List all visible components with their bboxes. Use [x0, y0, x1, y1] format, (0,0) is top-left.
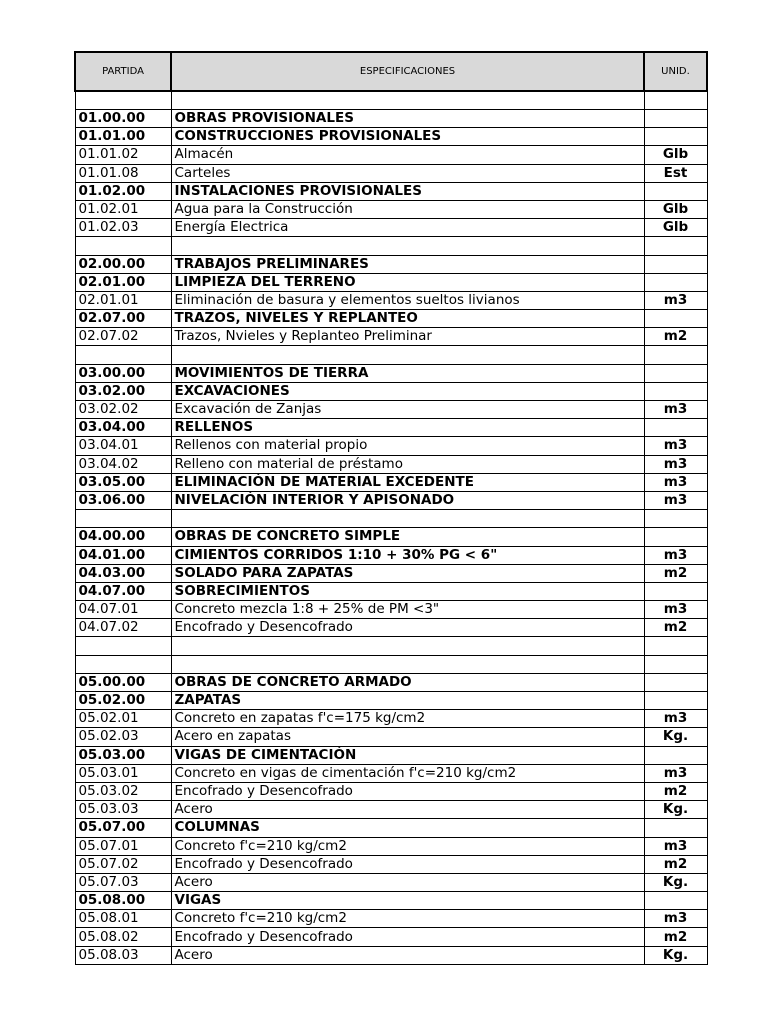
unidad-cell: Glb [644, 146, 707, 164]
table-row [75, 310, 707, 328]
partida-cell: 04.07.00 [75, 582, 171, 600]
partida-cell: 05.08.00 [75, 892, 171, 910]
especificacion-cell: Concreto en zapatas f'c=175 kg/cm2 [171, 710, 644, 728]
especificacion-cell: SOLADO PARA ZAPATAS [171, 564, 644, 582]
partida-cell: 05.07.01 [75, 837, 171, 855]
unidad-cell: Kg. [644, 873, 707, 891]
partida-cell [75, 91, 171, 110]
unidad-cell [644, 91, 707, 110]
partida-cell: 05.07.00 [75, 819, 171, 837]
especificacion-cell [171, 637, 644, 655]
especificacion-cell: TRAZOS, NIVELES Y REPLANTEO [171, 310, 644, 328]
table-row [75, 473, 707, 491]
unidad-cell [644, 655, 707, 673]
especificacion-cell: Energía Electrica [171, 219, 644, 237]
table-row [75, 819, 707, 837]
table-row [75, 655, 707, 673]
unidad-cell [644, 346, 707, 364]
especificacion-cell: Acero [171, 946, 644, 964]
especificacion-cell: OBRAS PROVISIONALES [171, 110, 644, 128]
table-row [75, 510, 707, 528]
especificacion-cell: Trazos, Nvieles y Replanteo Preliminar [171, 328, 644, 346]
header-row [75, 52, 707, 91]
partida-cell: 03.04.02 [75, 455, 171, 473]
table-row [75, 673, 707, 691]
header-partida: PARTIDA [75, 52, 171, 91]
table-row [75, 855, 707, 873]
partida-cell: 03.06.00 [75, 491, 171, 509]
especificacion-cell: Encofrado y Desencofrado [171, 855, 644, 873]
especificacion-cell: OBRAS DE CONCRETO ARMADO [171, 673, 644, 691]
unidad-cell [644, 419, 707, 437]
partida-cell: 05.08.02 [75, 928, 171, 946]
table-row [75, 110, 707, 128]
specifications-table [74, 51, 708, 965]
partida-cell: 01.00.00 [75, 110, 171, 128]
table-body [75, 91, 707, 964]
unidad-cell: m2 [644, 328, 707, 346]
unidad-cell: Glb [644, 219, 707, 237]
unidad-cell [644, 528, 707, 546]
unidad-cell: Est [644, 164, 707, 182]
especificacion-cell: ELIMINACIÓN DE MATERIAL EXCEDENTE [171, 473, 644, 491]
partida-cell: 01.01.08 [75, 164, 171, 182]
especificacion-cell: CONSTRUCCIONES PROVISIONALES [171, 128, 644, 146]
table-row [75, 237, 707, 255]
partida-cell: 04.07.01 [75, 601, 171, 619]
table-row [75, 837, 707, 855]
especificacion-cell: Agua para la Construcción [171, 200, 644, 218]
table-row [75, 255, 707, 273]
unidad-cell: m2 [644, 619, 707, 637]
unidad-cell [644, 746, 707, 764]
especificacion-cell: CIMIENTOS CORRIDOS 1:10 + 30% PG < 6" [171, 546, 644, 564]
partida-cell: 05.03.02 [75, 782, 171, 800]
header-especificaciones: ESPECIFICACIONES [171, 52, 644, 91]
unidad-cell: m3 [644, 764, 707, 782]
unidad-cell [644, 510, 707, 528]
unidad-cell [644, 128, 707, 146]
table-row [75, 764, 707, 782]
partida-cell: 05.02.00 [75, 692, 171, 710]
partida-cell: 03.05.00 [75, 473, 171, 491]
table-row [75, 873, 707, 891]
table-row [75, 219, 707, 237]
partida-cell: 04.01.00 [75, 546, 171, 564]
table-row [75, 455, 707, 473]
unidad-cell: m2 [644, 564, 707, 582]
table-row [75, 564, 707, 582]
table-row [75, 91, 707, 110]
table-row [75, 382, 707, 400]
unidad-cell: Kg. [644, 801, 707, 819]
table-row [75, 582, 707, 600]
partida-cell [75, 510, 171, 528]
especificacion-cell: Encofrado y Desencofrado [171, 619, 644, 637]
table-row [75, 401, 707, 419]
partida-cell: 01.02.00 [75, 182, 171, 200]
table-row [75, 491, 707, 509]
especificacion-cell: Concreto f'c=210 kg/cm2 [171, 837, 644, 855]
table-row [75, 910, 707, 928]
table-row [75, 619, 707, 637]
partida-cell: 05.02.01 [75, 710, 171, 728]
partida-cell: 05.08.03 [75, 946, 171, 964]
unidad-cell: m3 [644, 437, 707, 455]
table-row [75, 710, 707, 728]
especificacion-cell: Acero [171, 873, 644, 891]
table-row [75, 346, 707, 364]
table-row [75, 728, 707, 746]
partida-cell: 05.07.03 [75, 873, 171, 891]
partida-cell: 01.02.01 [75, 200, 171, 218]
partida-cell: 02.00.00 [75, 255, 171, 273]
unidad-cell [644, 110, 707, 128]
table-row [75, 164, 707, 182]
table-row [75, 273, 707, 291]
especificacion-cell: ZAPATAS [171, 692, 644, 710]
table-row [75, 437, 707, 455]
partida-cell: 01.02.03 [75, 219, 171, 237]
partida-cell: 01.01.00 [75, 128, 171, 146]
especificacion-cell: VIGAS [171, 892, 644, 910]
header-unid: UNID. [644, 52, 707, 91]
unidad-cell [644, 182, 707, 200]
table-row [75, 601, 707, 619]
especificacion-cell: LIMPIEZA DEL TERRENO [171, 273, 644, 291]
table-row [75, 419, 707, 437]
partida-cell [75, 637, 171, 655]
unidad-cell [644, 382, 707, 400]
table-row [75, 546, 707, 564]
table-row [75, 892, 707, 910]
partida-cell: 05.03.00 [75, 746, 171, 764]
partida-cell: 04.03.00 [75, 564, 171, 582]
table-row [75, 146, 707, 164]
table-row [75, 328, 707, 346]
unidad-cell: m3 [644, 473, 707, 491]
partida-cell: 05.07.02 [75, 855, 171, 873]
especificacion-cell: Excavación de Zanjas [171, 401, 644, 419]
specifications-table-container [74, 51, 706, 965]
especificacion-cell [171, 510, 644, 528]
partida-cell: 04.00.00 [75, 528, 171, 546]
partida-cell: 03.04.01 [75, 437, 171, 455]
especificacion-cell [171, 91, 644, 110]
unidad-cell: m3 [644, 491, 707, 509]
partida-cell: 03.02.02 [75, 401, 171, 419]
especificacion-cell: TRABAJOS PRELIMINARES [171, 255, 644, 273]
unidad-cell: m2 [644, 855, 707, 873]
table-row [75, 128, 707, 146]
table-row [75, 746, 707, 764]
unidad-cell: m3 [644, 910, 707, 928]
partida-cell: 05.08.01 [75, 910, 171, 928]
especificacion-cell: RELLENOS [171, 419, 644, 437]
table-row [75, 801, 707, 819]
especificacion-cell [171, 655, 644, 673]
especificacion-cell: MOVIMIENTOS DE TIERRA [171, 364, 644, 382]
unidad-cell [644, 273, 707, 291]
especificacion-cell: VIGAS DE CIMENTACIÓN [171, 746, 644, 764]
especificacion-cell: Encofrado y Desencofrado [171, 928, 644, 946]
especificacion-cell: Rellenos con material propio [171, 437, 644, 455]
especificacion-cell: COLUMNAS [171, 819, 644, 837]
table-row [75, 291, 707, 309]
table-row [75, 200, 707, 218]
partida-cell: 02.07.02 [75, 328, 171, 346]
especificacion-cell: SOBRECIMIENTOS [171, 582, 644, 600]
especificacion-cell: Concreto en vigas de cimentación f'c=210 kg/cm2 [171, 764, 644, 782]
table-row [75, 928, 707, 946]
unidad-cell [644, 237, 707, 255]
partida-cell: 01.01.02 [75, 146, 171, 164]
unidad-cell [644, 310, 707, 328]
unidad-cell [644, 582, 707, 600]
table-row [75, 692, 707, 710]
unidad-cell: m3 [644, 291, 707, 309]
especificacion-cell: Relleno con material de préstamo [171, 455, 644, 473]
especificacion-cell [171, 237, 644, 255]
table-row [75, 364, 707, 382]
especificacion-cell: EXCAVACIONES [171, 382, 644, 400]
unidad-cell: m3 [644, 601, 707, 619]
unidad-cell: m3 [644, 710, 707, 728]
especificacion-cell: NIVELACIÓN INTERIOR Y APISONADO [171, 491, 644, 509]
table-row [75, 782, 707, 800]
table-row [75, 946, 707, 964]
especificacion-cell: Eliminación de basura y elementos sueltos livianos [171, 291, 644, 309]
unidad-cell: m2 [644, 928, 707, 946]
partida-cell: 04.07.02 [75, 619, 171, 637]
partida-cell: 05.00.00 [75, 673, 171, 691]
unidad-cell [644, 819, 707, 837]
unidad-cell [644, 673, 707, 691]
partida-cell: 05.03.03 [75, 801, 171, 819]
unidad-cell: Kg. [644, 728, 707, 746]
unidad-cell [644, 692, 707, 710]
partida-cell: 05.02.03 [75, 728, 171, 746]
unidad-cell: m3 [644, 837, 707, 855]
unidad-cell [644, 892, 707, 910]
unidad-cell [644, 255, 707, 273]
partida-cell: 02.01.01 [75, 291, 171, 309]
especificacion-cell: Acero [171, 801, 644, 819]
especificacion-cell: INSTALACIONES PROVISIONALES [171, 182, 644, 200]
partida-cell: 03.02.00 [75, 382, 171, 400]
especificacion-cell: Acero en zapatas [171, 728, 644, 746]
especificacion-cell: Concreto f'c=210 kg/cm2 [171, 910, 644, 928]
unidad-cell: m3 [644, 455, 707, 473]
unidad-cell [644, 637, 707, 655]
partida-cell: 03.04.00 [75, 419, 171, 437]
especificacion-cell: Almacén [171, 146, 644, 164]
unidad-cell: Kg. [644, 946, 707, 964]
unidad-cell: m3 [644, 401, 707, 419]
especificacion-cell: Concreto mezcla 1:8 + 25% de PM <3" [171, 601, 644, 619]
especificacion-cell: Encofrado y Desencofrado [171, 782, 644, 800]
partida-cell: 02.01.00 [75, 273, 171, 291]
unidad-cell [644, 364, 707, 382]
partida-cell [75, 346, 171, 364]
partida-cell: 05.03.01 [75, 764, 171, 782]
unidad-cell: m3 [644, 546, 707, 564]
partida-cell: 03.00.00 [75, 364, 171, 382]
unidad-cell: Glb [644, 200, 707, 218]
table-row [75, 637, 707, 655]
partida-cell [75, 237, 171, 255]
table-row [75, 528, 707, 546]
especificacion-cell: OBRAS DE CONCRETO SIMPLE [171, 528, 644, 546]
partida-cell [75, 655, 171, 673]
table-row [75, 182, 707, 200]
especificacion-cell [171, 346, 644, 364]
unidad-cell: m2 [644, 782, 707, 800]
especificacion-cell: Carteles [171, 164, 644, 182]
partida-cell: 02.07.00 [75, 310, 171, 328]
